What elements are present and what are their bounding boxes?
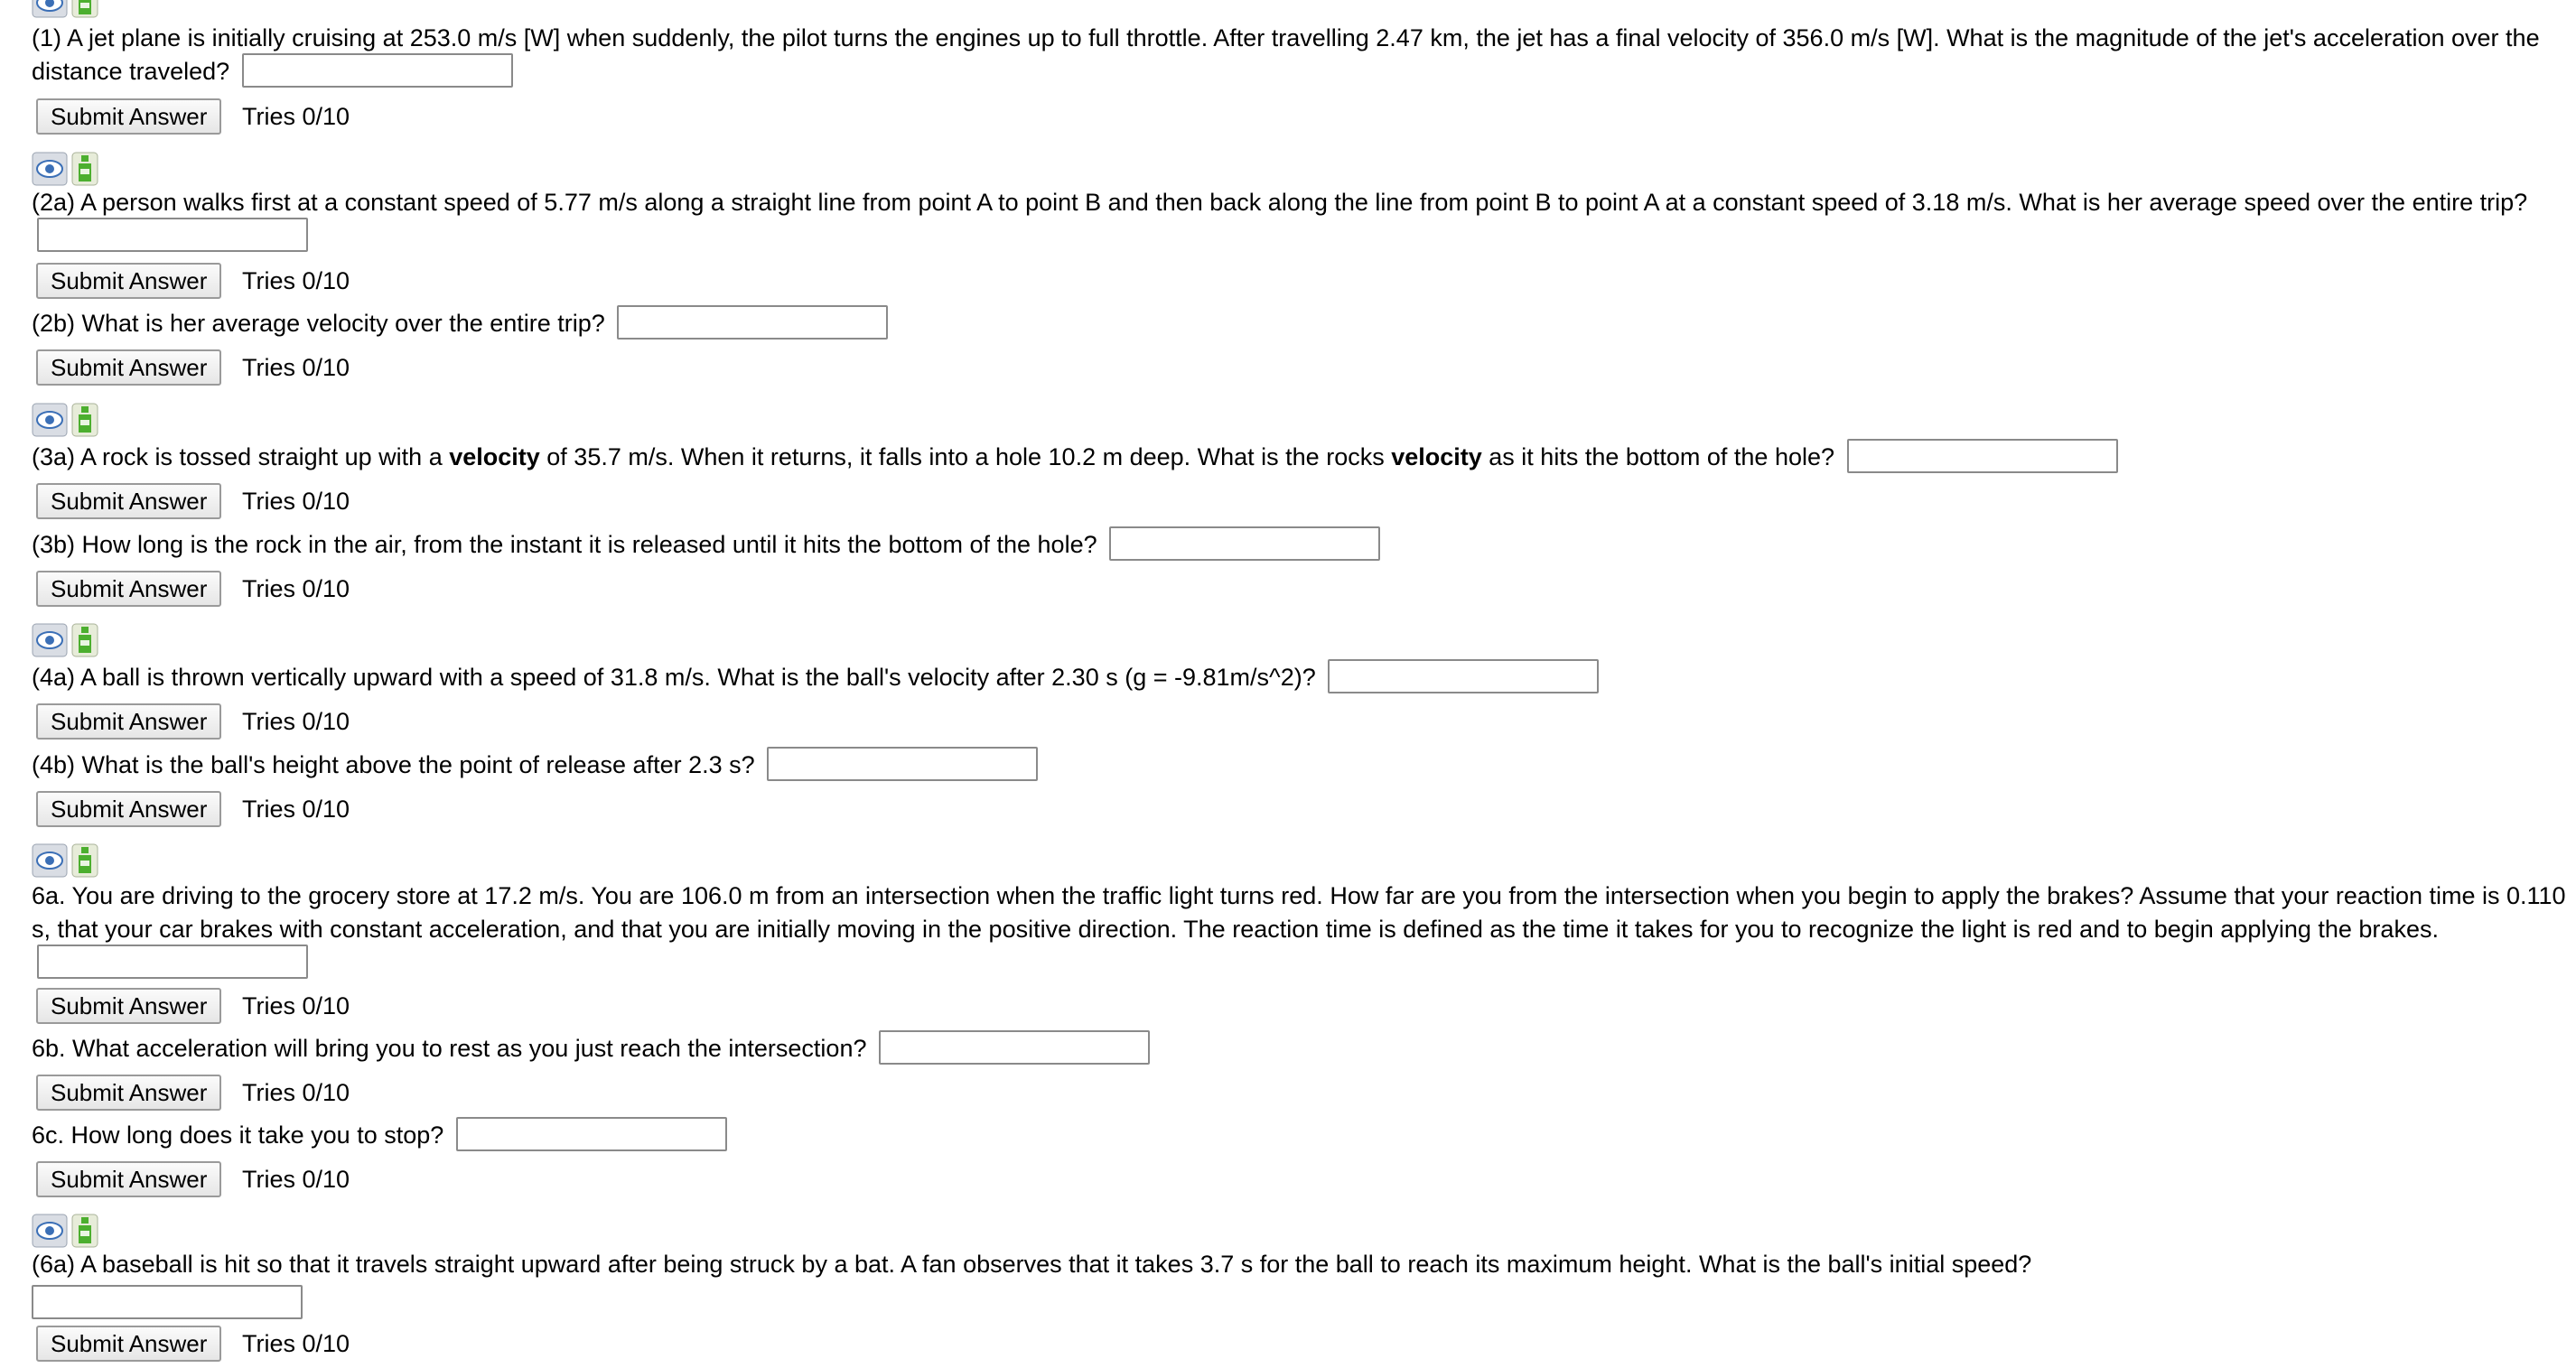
question-6a-driving (32, 879, 2570, 980)
problem-icons (32, 152, 113, 188)
question-6b (32, 1032, 2570, 1066)
submit-answer-button[interactable]: Submit Answer (36, 483, 221, 519)
question-text-part: as it hits the bottom of the hole? (1481, 443, 1835, 470)
bottle-icon[interactable] (71, 1214, 98, 1248)
question-text: 6a. You are driving to the grocery store at 17.2 m/s. You are 106.0 m from an intersection when the traffic light turns red. How far are you from the intersection when you begin to apply the brakes? Assume that your reaction time is 0.110 s, that your car brakes with constant acceleration, and that you are initially moving in the positive direction. The reaction time is defined as the time it takes for you to recognize the light is red and to begin applying the brakes. (32, 882, 2566, 943)
bottle-icon[interactable] (71, 843, 98, 878)
answer-input[interactable] (242, 53, 513, 88)
question-1 (32, 22, 2570, 88)
question-3a (32, 441, 2570, 474)
answer-input[interactable] (879, 1030, 1150, 1065)
submit-answer-button[interactable]: Submit Answer (36, 988, 221, 1024)
bold-term: velocity (449, 443, 540, 470)
bottle-icon[interactable] (71, 403, 98, 437)
tries-counter: Tries 0/10 (242, 267, 350, 294)
answer-input[interactable] (37, 945, 308, 979)
eye-icon[interactable] (32, 1214, 68, 1248)
answer-input[interactable] (617, 305, 888, 340)
question-text: 6b. What acceleration will bring you to rest as you just reach the intersection? (32, 1035, 867, 1062)
problem-icons (32, 623, 113, 659)
question-6a-baseball (32, 1248, 2570, 1319)
bottle-icon[interactable] (71, 0, 98, 18)
question-4b (32, 749, 2570, 782)
tries-counter: Tries 0/10 (242, 1166, 350, 1193)
question-2a (32, 186, 2570, 253)
submit-answer-button[interactable]: Submit Answer (36, 1326, 221, 1362)
eye-icon[interactable] (32, 152, 68, 186)
question-text: (2a) A person walks first at a constant speed of 5.77 m/s along a straight line from point A to point B and then back along the line from point B to point A at a constant speed of 3.18 m/s. What is her average speed over the entire trip? (32, 189, 2528, 216)
question-3b (32, 528, 2570, 562)
problem-icons (32, 403, 113, 439)
question-text: (4a) A ball is thrown vertically upward with a speed of 31.8 m/s. What is the ball's velocity after 2.30 s (g = -9.81m/s^2)? (32, 664, 1316, 691)
question-text: (3b) How long is the rock in the air, from the instant it is released until it hits the bottom of the hole? (32, 531, 1097, 558)
answer-input[interactable] (37, 218, 308, 252)
question-text-part: (3a) A rock is tossed straight up with a (32, 443, 450, 470)
answer-input[interactable] (1847, 439, 2118, 473)
bottle-icon[interactable] (71, 623, 98, 657)
tries-counter: Tries 0/10 (242, 708, 350, 735)
problem-icons (32, 0, 113, 23)
tries-counter: Tries 0/10 (242, 1079, 350, 1106)
tries-counter: Tries 0/10 (242, 354, 350, 381)
submit-answer-button[interactable]: Submit Answer (36, 98, 221, 135)
submit-answer-button[interactable]: Submit Answer (36, 349, 221, 386)
tries-counter: Tries 0/10 (242, 575, 350, 602)
submit-answer-button[interactable]: Submit Answer (36, 791, 221, 827)
submit-answer-button[interactable]: Submit Answer (36, 263, 221, 299)
answer-input[interactable] (456, 1117, 727, 1151)
tries-counter: Tries 0/10 (242, 103, 350, 130)
answer-input[interactable] (767, 747, 1038, 781)
tries-counter: Tries 0/10 (242, 992, 350, 1019)
tries-counter: Tries 0/10 (242, 796, 350, 823)
question-6c (32, 1119, 2570, 1152)
question-text: 6c. How long does it take you to stop? (32, 1121, 444, 1149)
question-text: (2b) What is her average velocity over the entire trip? (32, 310, 605, 337)
bottle-icon[interactable] (71, 152, 98, 186)
question-4a (32, 661, 2570, 694)
submit-answer-button[interactable]: Submit Answer (36, 703, 221, 740)
eye-icon[interactable] (32, 0, 68, 18)
answer-input[interactable] (1328, 659, 1599, 693)
answer-input[interactable] (32, 1285, 303, 1319)
question-2b (32, 307, 2570, 340)
tries-counter: Tries 0/10 (242, 1330, 350, 1357)
question-text: (6a) A baseball is hit so that it travels straight upward after being struck by a bat. A fan observes that it takes 3.7 s for the ball to reach its maximum height. What is the ball's initial speed? (32, 1251, 2032, 1278)
submit-answer-button[interactable]: Submit Answer (36, 571, 221, 607)
submit-answer-button[interactable]: Submit Answer (36, 1075, 221, 1111)
problem-icons (32, 843, 113, 879)
answer-input[interactable] (1109, 526, 1380, 561)
bold-term: velocity (1391, 443, 1482, 470)
question-text: (1) A jet plane is initially cruising at 253.0 m/s [W] when suddenly, the pilot turns the engines up to full throttle. After travelling 2.47 km, the jet has a final velocity of 356.0 m/s [W]. What is the magnitude of the jet's acceleration over the distance traveled? (32, 24, 2540, 85)
eye-icon[interactable] (32, 843, 68, 878)
submit-answer-button[interactable]: Submit Answer (36, 1161, 221, 1197)
tries-counter: Tries 0/10 (242, 488, 350, 515)
question-text: (4b) What is the ball's height above the point of release after 2.3 s? (32, 751, 755, 778)
eye-icon[interactable] (32, 623, 68, 657)
question-text-part: of 35.7 m/s. When it returns, it falls into a hole 10.2 m deep. What is the rocks (539, 443, 1392, 470)
eye-icon[interactable] (32, 403, 68, 437)
problem-icons (32, 1214, 113, 1250)
